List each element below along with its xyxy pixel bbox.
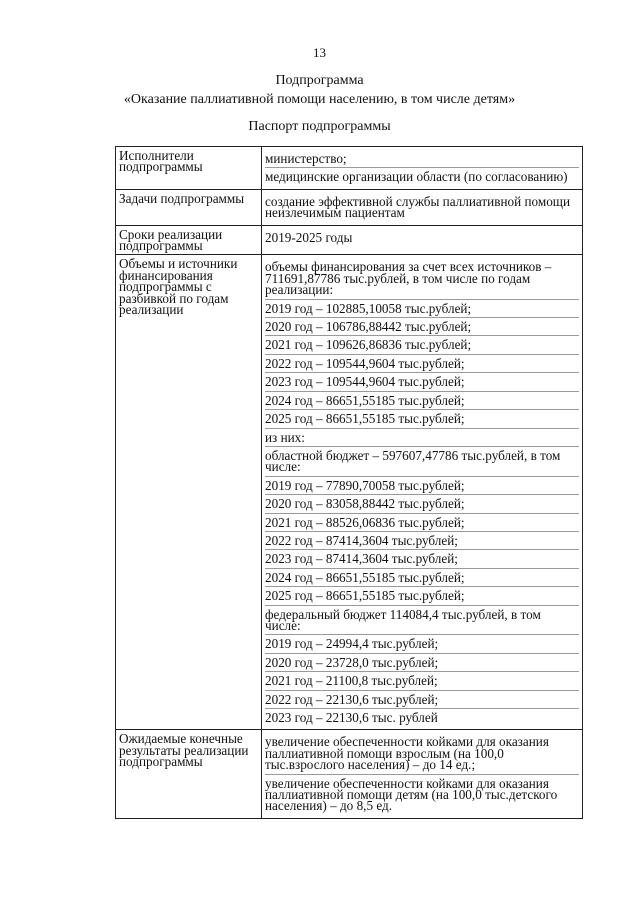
value-paragraph: 2021 год – 88526,06836 тыс.рублей; — [265, 513, 579, 531]
table-row — [116, 730, 583, 818]
value-paragraph: 2023 год – 109544,9604 тыс.рублей; — [265, 372, 579, 390]
value-paragraph: 2022 год – 109544,9604 тыс.рублей; — [265, 354, 579, 372]
row-label: Сроки реализации подпрограммы — [116, 225, 262, 255]
subprogram-title: «Оказание паллиативной помощи населению, в том числе детям» — [123, 92, 516, 107]
value-paragraph: 2020 год – 83058,88442 тыс.рублей; — [265, 494, 579, 512]
value-paragraph: объемы финансирования за счет всех источников – 711691,87786 тыс.рублей, в том числе по годам реализации: — [265, 259, 552, 298]
row-value — [262, 225, 583, 255]
row-label: Объемы и источники финансирования подпрограммы с разбивкой по годам реализации — [116, 255, 262, 730]
value-paragraph: 2020 год – 106786,88442 тыс.рублей; — [265, 317, 579, 335]
value-paragraph: 2024 год – 86651,55185 тыс.рублей; — [265, 568, 579, 586]
passport-table — [115, 146, 583, 819]
value-paragraph: 2019 год – 77890,70058 тыс.рублей; — [265, 476, 579, 494]
row-label: Ожидаемые конечные результаты реализации подпрограммы — [116, 730, 262, 818]
passport-table-body — [116, 147, 583, 819]
table-row — [116, 189, 583, 225]
row-label: Исполнители подпрограммы — [116, 147, 262, 190]
value-paragraph: создание эффективной службы паллиативной помощи неизлечимым пациентам — [265, 193, 570, 221]
page-number: 13 — [313, 45, 326, 60]
table-row — [116, 147, 583, 190]
value-paragraph: министерство; — [265, 151, 347, 166]
value-paragraph: федеральный бюджет 114084,4 тыс.рублей, в том числе: — [265, 605, 579, 635]
value-paragraph: 2020 год – 23728,0 тыс.рублей; — [265, 653, 579, 671]
table-row — [116, 255, 583, 730]
row-label: Задачи подпрограммы — [116, 189, 262, 225]
subprogram-heading: Подпрограмма — [275, 73, 364, 88]
value-paragraph: 2023 год – 22130,6 тыс. рублей — [265, 708, 579, 726]
value-paragraph: 2022 год – 87414,3604 тыс.рублей; — [265, 531, 579, 549]
row-value — [262, 730, 583, 818]
value-paragraph: увеличение обеспеченности койками для оказания паллиативной помощи взрослым (на 100,0 тыс.взрослого населения) – до 14 ед.; — [265, 734, 549, 773]
value-paragraph: 2019 год – 102885,10058 тыс.рублей; — [265, 299, 579, 317]
value-paragraph: 2022 год – 22130,6 тыс.рублей; — [265, 690, 579, 708]
row-value — [262, 189, 583, 225]
table-row — [116, 225, 583, 255]
value-paragraph: 2019 год – 24994,4 тыс.рублей; — [265, 634, 579, 652]
value-paragraph: 2023 год – 87414,3604 тыс.рублей; — [265, 549, 579, 567]
value-paragraph: 2021 год – 21100,8 тыс.рублей; — [265, 671, 579, 689]
passport-title: Паспорт подпрограммы — [248, 119, 391, 134]
value-paragraph: 2025 год – 86651,55185 тыс.рублей; — [265, 409, 579, 427]
value-paragraph: увеличение обеспеченности койками для оказания паллиативной помощи детям (на 100,0 тыс.детского населения) – до 8,5 ед. — [265, 774, 579, 815]
row-value — [262, 147, 583, 190]
value-paragraph: областной бюджет – 597607,47786 тыс.рублей, в том числе: — [265, 446, 579, 476]
value-paragraph: 2021 год – 109626,86836 тыс.рублей; — [265, 335, 579, 353]
value-paragraph: 2019-2025 годы — [265, 229, 353, 245]
value-paragraph: 2025 год – 86651,55185 тыс.рублей; — [265, 586, 579, 604]
value-paragraph: из них: — [265, 428, 579, 446]
value-paragraph: медицинские организации области (по согласованию) — [265, 167, 579, 185]
value-paragraph: 2024 год – 86651,55185 тыс.рублей; — [265, 391, 579, 409]
row-value — [262, 255, 583, 730]
